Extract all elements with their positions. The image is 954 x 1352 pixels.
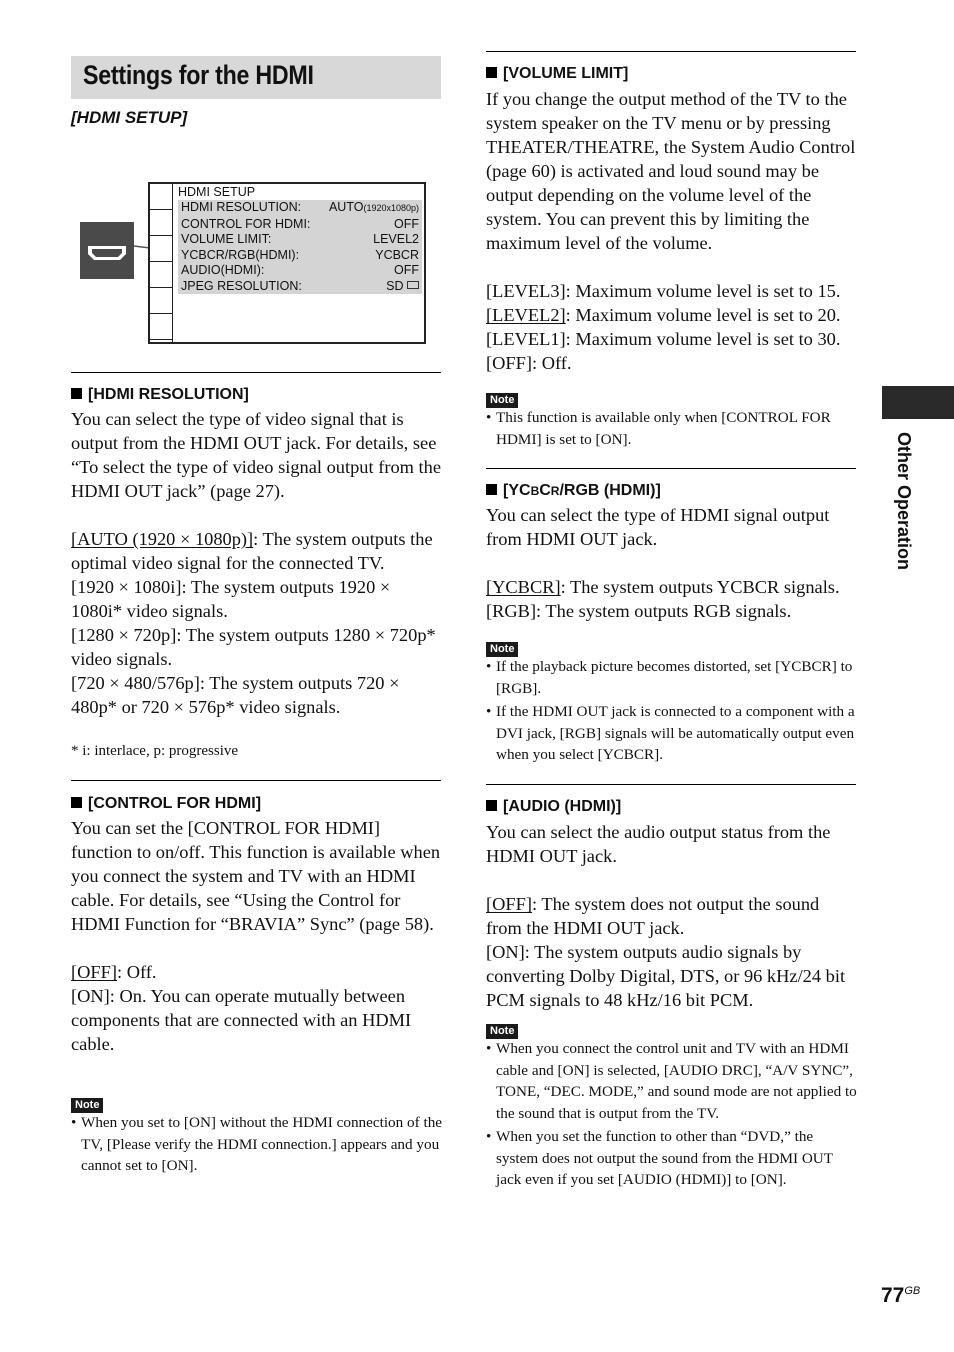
footnote: * i: interlace, p: progressive xyxy=(71,743,239,759)
menu-rows xyxy=(178,200,422,294)
divider xyxy=(486,51,856,52)
note-item: • If the playback picture becomes distorted, set [YCBCR] to [RGB]. xyxy=(486,656,858,699)
note-item: • This function is available only when [CONTROL FOR HDMI] is set to [ON]. xyxy=(486,407,858,450)
divider xyxy=(486,784,856,785)
menu-row-value: YCBCR xyxy=(375,247,419,262)
sd-box-icon xyxy=(407,281,419,289)
note-item: • If the HDMI OUT jack is connected to a component with a DVI jack, [RGB] signals will be automatically output even when you select [YCBCR]. xyxy=(486,701,858,766)
menu-row-value: OFF xyxy=(394,263,419,277)
page-number: $77^{GB}$ xyxy=(881,1284,921,1307)
menu-row-value: LEVEL2 xyxy=(373,232,419,246)
hdmi-setup-menu xyxy=(148,182,426,344)
volume-limit-body: If you change the output method of the TV to the system speaker on the TV menu or by pressing THEATER/THEATRE, the System Audio Control (page 60) is activated and loud sound may be output depending on the volume level of the system. You can prevent this by limiting the maximum level of the volume. [LEVEL3]: Maximum volume level is set to 15. [LEVEL2]: Maximum volume level is set to 20. [LEVEL1]: Maximum volume level is set to 30. [OFF]: Off. xyxy=(486,89,856,373)
divider xyxy=(71,780,441,781)
divider xyxy=(486,468,856,469)
volume-limit-heading: [VOLUME LIMIT] xyxy=(486,65,628,83)
note-list xyxy=(71,1112,443,1177)
hdmi-resolution-body: You can select the type of video signal that is output from the HDMI OUT jack. For details, see “To select the type of video signal output from the HDMI OUT jack” (page 27). [AUTO (1920 × 1080p)]: The system outputs the optimal video signal for the connected TV. [1920 × 1080i]: The system outputs 1920 × 1080i* video signals. [1280 × 720p]: The system outputs 1280 × 720p* video signals. [720 × 480/576p]: The system outputs 720 × 480p* or 720 × 576p* video signals. xyxy=(71,409,442,717)
menu-row-label: JPEG RESOLUTION: xyxy=(181,278,302,293)
menu-row[interactable] xyxy=(178,248,422,264)
note-item: • When you set the function to other than “DVD,” the system does not output the sound from the HDMI OUT jack even if you set [AUDIO (HDMI)] to [ON]. xyxy=(486,1126,858,1191)
menu-row-label: CONTROL FOR HDMI: xyxy=(181,216,311,231)
note-label: Note xyxy=(486,390,518,408)
ycbcr-heading: [YCBCR/RGB (HDMI)] xyxy=(486,482,661,500)
note-list xyxy=(486,656,858,766)
menu-row[interactable] xyxy=(178,263,422,279)
menu-row[interactable] xyxy=(178,200,422,217)
menu-row[interactable] xyxy=(178,232,422,248)
ycbcr-body: You can select the type of HDMI signal output from HDMI OUT jack. [YCBCR]: The system outputs YCBCR signals. [RGB]: The system outputs RGB signals. xyxy=(486,505,840,621)
note-list xyxy=(486,1038,858,1191)
audio-hdmi-heading: [AUDIO (HDMI)] xyxy=(486,798,621,816)
menu-row-value: SD xyxy=(386,279,419,295)
note-item: • When you connect the control unit and TV with an HDMI cable and [ON] is selected, [AUDIO DRC], “A/V SYNC”, TONE, “DEC. MODE,” and sound mode are not applied to the sound that is output from the TV. xyxy=(486,1038,858,1124)
hdmi-setup-icon xyxy=(80,222,134,279)
menu-row-label: YCBCR/RGB(HDMI): xyxy=(181,247,300,262)
title-bar xyxy=(71,56,441,99)
divider xyxy=(71,372,441,373)
control-for-hdmi-heading: [CONTROL FOR HDMI] xyxy=(71,795,261,813)
page-title: Settings for the HDMI xyxy=(83,60,314,90)
menu-row[interactable] xyxy=(178,217,422,233)
note-label: Note xyxy=(486,639,518,657)
note-list xyxy=(486,407,858,450)
side-tab-label: Other Operation xyxy=(894,432,914,571)
note-label: Note xyxy=(486,1021,518,1039)
menu-row-value: OFF xyxy=(394,216,419,231)
control-for-hdmi-body: You can set the [CONTROL FOR HDMI] function to on/off. This function is available when you connect the system and TV with an HDMI cable. For details, see “Using the Control for HDMI Function for “BRAVIA” Sync” (page 58). [OFF]: Off. [ON]: On. You can operate mutually between components that are connected with an HDMI cable. xyxy=(71,818,441,1054)
menu-row[interactable] xyxy=(178,279,422,295)
menu-row-label: AUDIO(HDMI): xyxy=(181,263,265,277)
menu-category-column xyxy=(150,184,173,342)
note-item: • When you set to [ON] without the HDMI connection of the TV, [Please verify the HDMI connection.] appears and you cannot set to [ON]. xyxy=(71,1112,443,1177)
side-tab-marker xyxy=(882,386,954,419)
section-subtitle: [HDMI SETUP] xyxy=(71,108,188,127)
menu-title: HDMI SETUP xyxy=(178,185,256,199)
menu-row-value: AUTO(1920x1080p) xyxy=(328,200,419,214)
menu-row-label: VOLUME LIMIT: xyxy=(181,232,272,246)
audio-hdmi-body: You can select the audio output status from the HDMI OUT jack. [OFF]: The system does not output the sound from the HDMI OUT jack. [ON]: The system outputs audio signals by converting Dolby Digital, DTS, or 96 kHz/24 bit PCM signals to 48 kHz/16 bit PCM. xyxy=(486,822,846,1010)
menu-row-label: HDMI RESOLUTION: xyxy=(181,200,302,214)
hdmi-resolution-heading: [HDMI RESOLUTION] xyxy=(71,386,249,404)
note-label: Note xyxy=(71,1095,103,1113)
